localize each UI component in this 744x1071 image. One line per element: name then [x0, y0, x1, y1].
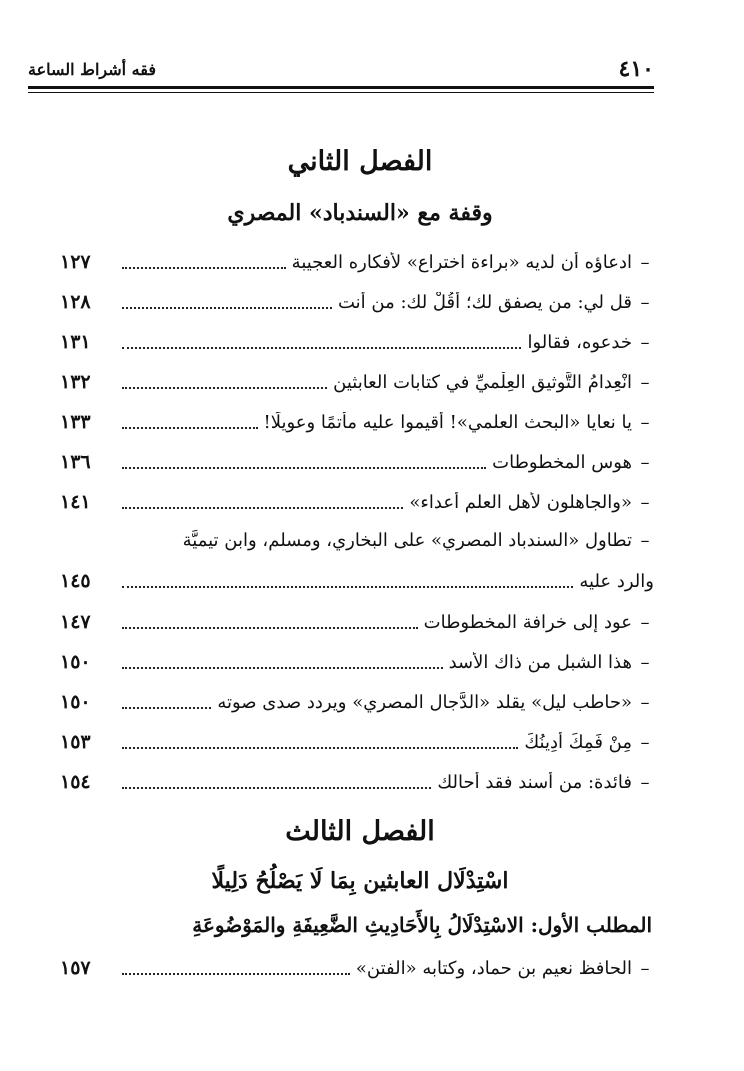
toc-bullet: – [640, 251, 650, 273]
toc-entry [60, 362, 654, 402]
toc-page-number: ١٥٠ [60, 651, 91, 673]
dot-leader [122, 586, 573, 588]
toc-bullet: – [640, 771, 650, 793]
toc-entry-title: انْعِدامُ التَّوثيق العِلْميِّ في كتابات العابثين [333, 371, 632, 393]
toc-page-number: ١٣٣ [60, 411, 91, 433]
toc-entry [60, 442, 654, 482]
toc-page-number: ١٥٧ [60, 957, 91, 979]
chapter-subtitle: وقفة مع «السندباد» المصري [227, 200, 493, 226]
toc-bullet: – [640, 371, 650, 393]
dot-leader [122, 667, 443, 669]
chapter-title: الفصل الثالث [285, 816, 435, 847]
header-rule-thin [28, 92, 654, 93]
toc-page-number: ١٤٥ [60, 570, 91, 592]
toc-entry [60, 762, 654, 802]
toc-entry-title: خدعوه، فقالوا [527, 331, 632, 353]
running-header [28, 56, 654, 88]
toc-page-number: ١٣٦ [60, 451, 91, 473]
toc-entry-title: ادعاؤه أن لديه «براءة اختراع» لأفكاره العجيبة [291, 251, 632, 273]
toc-entry [60, 482, 654, 522]
toc-bullet: – [640, 291, 650, 313]
toc-entry [60, 402, 654, 442]
toc-bullet: – [640, 411, 650, 433]
running-title: فقه أشراط الساعة [28, 60, 156, 79]
toc-entry-title: «والجاهلون لأهل العلم أعداء» [409, 491, 632, 513]
toc-page-number: ١٣٢ [60, 371, 91, 393]
toc-page-number: ١٥٣ [60, 731, 91, 753]
toc-entry-title: هذا الشبل من ذاك الأسد [448, 651, 632, 673]
toc-page-number: ١٥٠ [60, 691, 91, 713]
toc-page-number: ١٢٨ [60, 291, 91, 313]
toc-entry-continuation: والرد عليه [579, 570, 654, 592]
dot-leader [122, 427, 258, 429]
toc-entry-title: هوس المخطوطات [492, 451, 632, 473]
dot-leader [122, 507, 403, 509]
toc-page-number: ١٥٤ [60, 771, 91, 793]
toc-list-chapter3 [60, 948, 654, 988]
toc-list [60, 242, 654, 802]
toc-entry-title: عود إلى خرافة المخطوطات [423, 611, 632, 633]
toc-entry-title: «حاطب ليل» يقلد «الدَّجال المصري» ويردد صدى صوته [217, 691, 632, 713]
toc-entry [60, 642, 654, 682]
toc-page-number: ١٤١ [60, 491, 91, 513]
toc-entry-title: مِنْ فَمِكَ أُدِينُكَ [524, 731, 632, 753]
toc-entry-title: الحافظ نعيم بن حماد، وكتابه «الفتن» [355, 957, 632, 979]
toc-bullet: – [640, 691, 650, 713]
dot-leader [122, 707, 211, 709]
toc-bullet: – [640, 491, 650, 513]
dot-leader [122, 267, 286, 269]
chapter-title: الفصل الثاني [287, 146, 433, 177]
page-number: ٤١٠ [618, 56, 654, 82]
toc-entry-title: فائدة: من أسند فقد أحالك [437, 771, 632, 793]
toc-page-number: ١٤٧ [60, 611, 91, 633]
dot-leader [122, 467, 486, 469]
dot-leader [122, 387, 327, 389]
toc-entry [60, 948, 654, 988]
toc-entry-title: تطاول «السندباد المصري» على البخاري، ومسلم، وابن تيميَّة [182, 530, 632, 551]
toc-bullet: – [640, 731, 650, 753]
toc-entry [60, 682, 654, 722]
dot-leader [122, 747, 518, 749]
toc-page-number: ١٣١ [60, 331, 91, 353]
dot-leader [122, 973, 350, 975]
toc-bullet: – [640, 957, 650, 979]
toc-page-number: ١٢٧ [60, 251, 91, 273]
toc-entry [60, 602, 654, 642]
section-heading: المطلب الأول: الاسْتِدْلَالُ بِالأَحَادِيثِ الضَّعِيفَةِ والمَوْضُوعَةِ [192, 913, 652, 937]
toc-entry [60, 242, 654, 282]
dot-leader [122, 627, 418, 629]
dot-leader [122, 307, 332, 309]
toc-entry [60, 282, 654, 322]
toc-entry [60, 722, 654, 762]
toc-bullet: – [640, 651, 650, 673]
toc-entry-title: قل لي: من يصفق لك؛ أَقُلْ لك: من أنت [337, 291, 632, 313]
toc-bullet: – [640, 331, 650, 353]
toc-bullet: – [640, 611, 650, 633]
toc-entry-multiline [60, 522, 654, 602]
toc-bullet: – [640, 530, 650, 551]
chapter-subtitle: اسْتِدْلَال العابثين بِمَا لَا يَصْلُحُ دَلِيلًا [211, 868, 509, 894]
toc-bullet: – [640, 451, 650, 473]
dot-leader [122, 347, 521, 349]
toc-entry [60, 322, 654, 362]
header-rule-thick [28, 86, 654, 89]
toc-entry-title: يا نعايا «البحث العلمي»! أقيموا عليه مأتمًا وعويلًا! [263, 411, 632, 433]
dot-leader [122, 787, 431, 789]
